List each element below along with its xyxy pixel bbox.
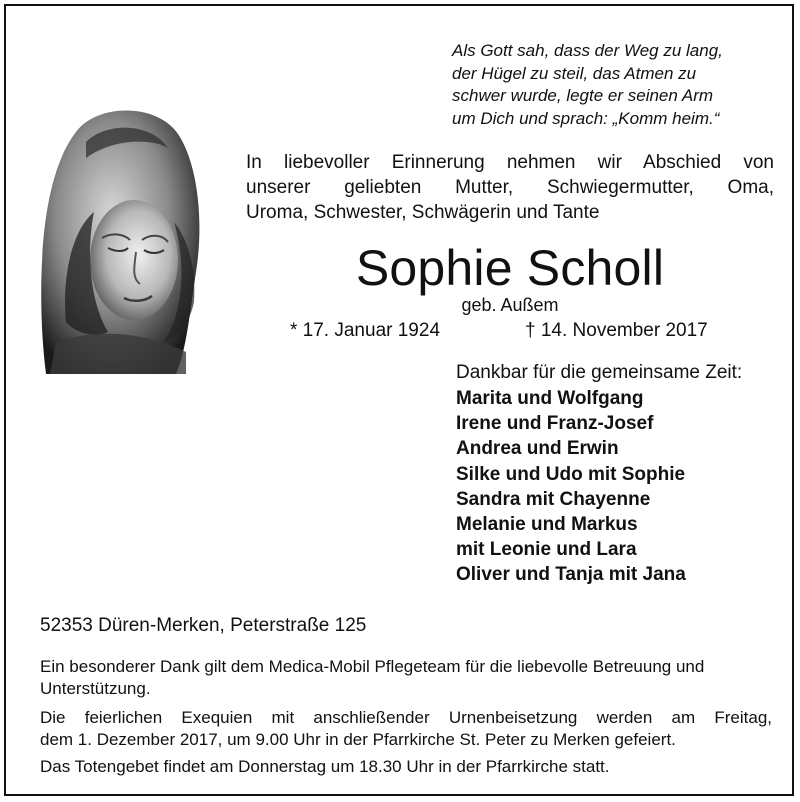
death-date: † 14. November 2017 bbox=[525, 320, 708, 341]
birth-name: geb. Außem bbox=[461, 295, 559, 315]
obituary-frame bbox=[4, 4, 794, 796]
mourner-entry: Silke und Udo mit Sophie bbox=[456, 463, 686, 485]
birth-date: * 17. Januar 1924 bbox=[290, 320, 441, 341]
thanks-line: Dankbar für die gemeinsame Zeit: bbox=[456, 362, 743, 383]
family-address: 52353 Düren-Merken, Peterstraße 125 bbox=[40, 615, 367, 636]
funeral-paragraph bbox=[40, 707, 772, 751]
quote-line: der Hügel zu steil, das Atmen zu bbox=[452, 63, 697, 83]
mourner-entry: Oliver und Tanja mit Jana bbox=[456, 564, 686, 586]
mourner-list bbox=[456, 386, 686, 588]
quote-line: schwer wurde, legte er seinen Arm bbox=[452, 86, 714, 105]
mourner-entry: mit Leonie und Lara bbox=[456, 539, 637, 561]
mourner-entry: Irene und Franz-Josef bbox=[456, 413, 654, 435]
paragraph-line: Die feierlichen Exequien mit anschließender Urnenbeisetzung werden am Freitag, bbox=[40, 708, 772, 727]
quote-line: Als Gott sah, dass der Weg zu lang, bbox=[452, 41, 723, 60]
mourner-entry: Andrea und Erwin bbox=[456, 438, 619, 460]
mourner-entry: Sandra mit Chayenne bbox=[456, 488, 651, 510]
paragraph-line: Das Totengebet findet am Donnerstag um 18.30 Uhr in der Pfarrkirche statt. bbox=[40, 757, 610, 776]
intro-line: In liebevoller Erinnerung nehmen wir Abschied von bbox=[246, 152, 774, 173]
intro-line: unserer geliebten Mutter, Schwiegermutter, Oma, bbox=[246, 177, 774, 198]
madonna-portrait-icon bbox=[36, 102, 206, 374]
paragraph-line: Ein besonderer Dank gilt dem Medica-Mobil Pflegeteam für die liebevolle Betreuung und bbox=[40, 657, 705, 676]
intro-text bbox=[246, 150, 774, 225]
mourner-entry: Melanie und Markus bbox=[456, 514, 638, 536]
quote-line: um Dich und sprach: „Komm heim.“ bbox=[452, 108, 720, 128]
prayer-paragraph bbox=[40, 756, 772, 778]
paragraph-line: Unterstützung. bbox=[40, 679, 151, 698]
thanks-paragraph bbox=[40, 656, 772, 700]
paragraph-line: dem 1. Dezember 2017, um 9.00 Uhr in der Pfarrkirche St. Peter zu Merken gefeiert. bbox=[40, 730, 676, 749]
quote bbox=[452, 40, 782, 130]
mourner-entry: Marita und Wolfgang bbox=[456, 388, 644, 409]
deceased-name: Sophie Scholl bbox=[355, 240, 665, 296]
intro-line: Uroma, Schwester, Schwägerin und Tante bbox=[246, 202, 600, 223]
